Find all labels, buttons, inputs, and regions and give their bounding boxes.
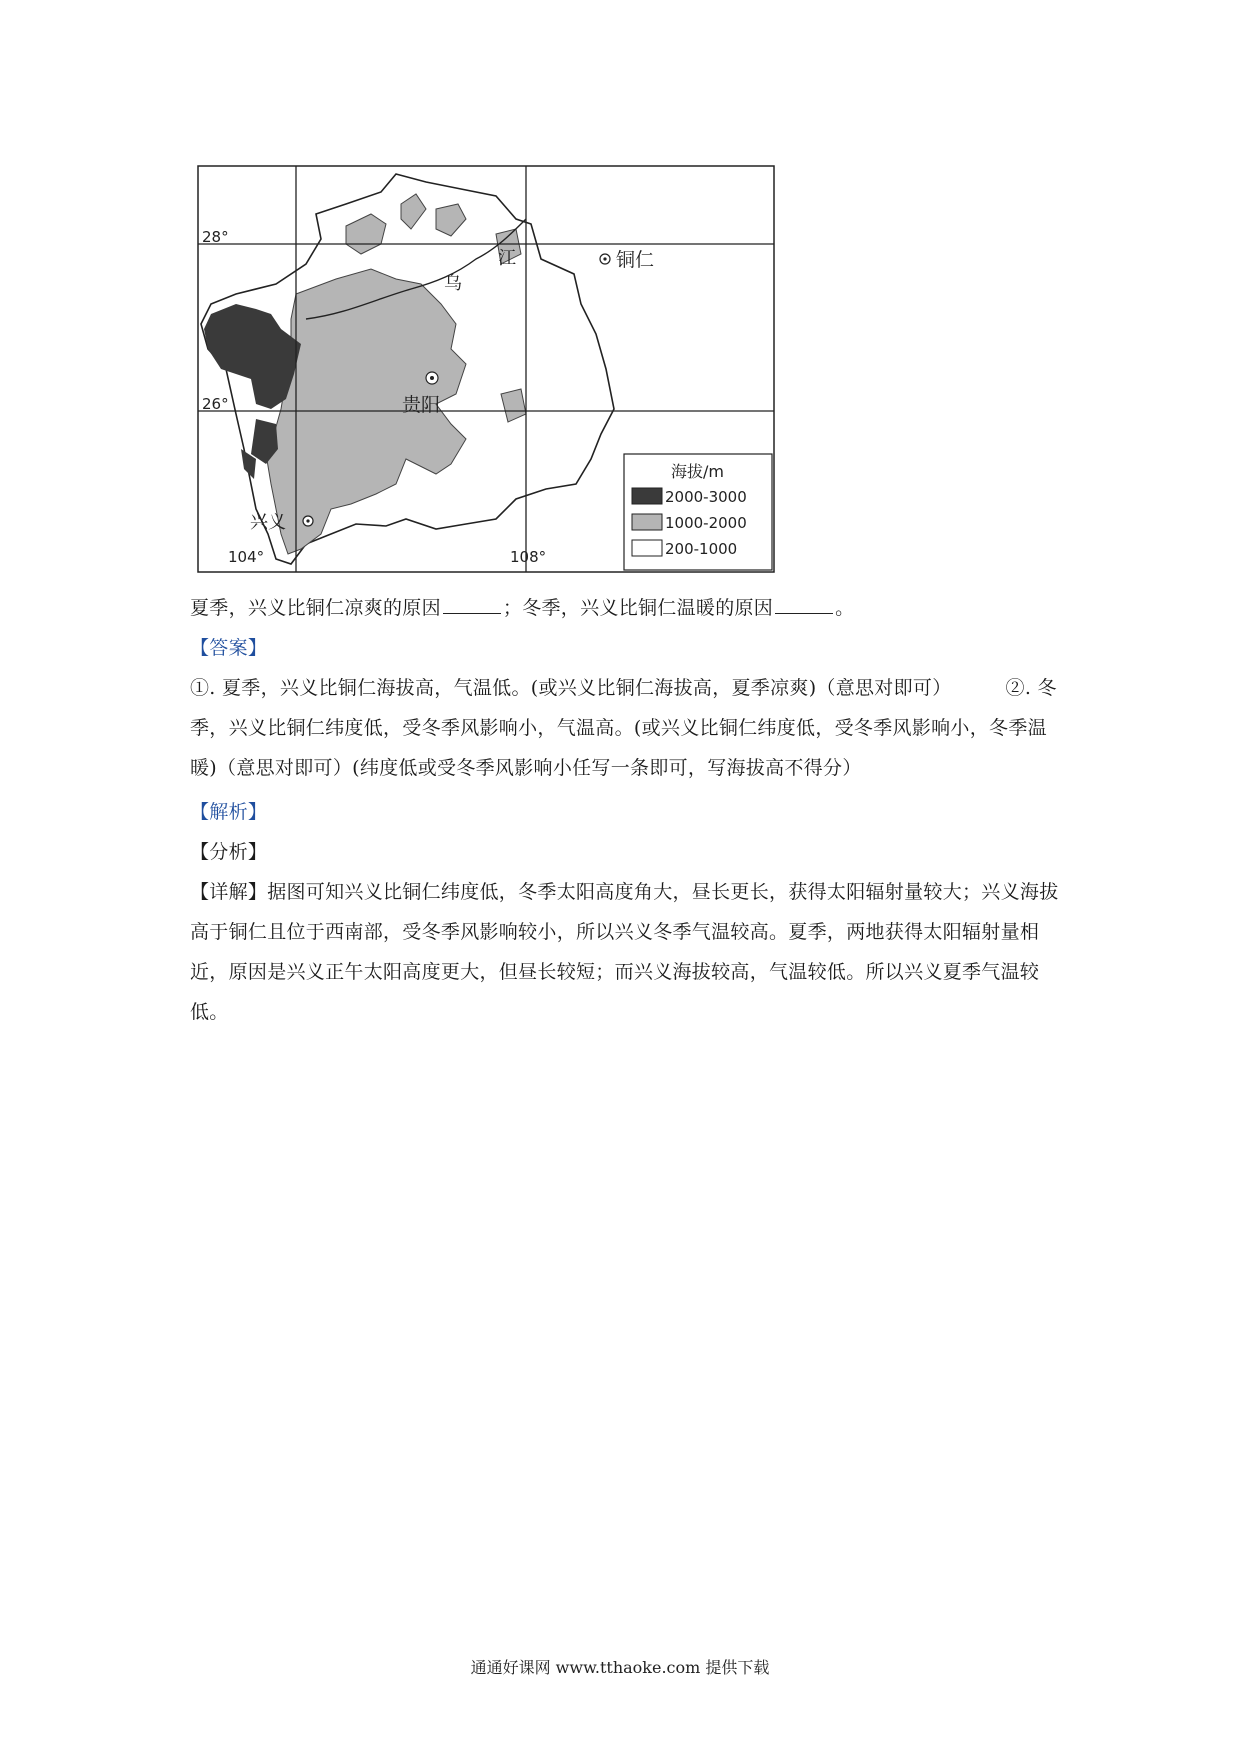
lat-label-28: 28° [202, 228, 229, 246]
detail-block [190, 872, 1062, 1032]
detail-text: 据图可知兴义比铜仁纬度低，冬季太阳高度角大，昼长更长，获得太阳辐射量较大；兴义海拔高于铜仁且位于西南部，受冬季风影响较小，所以兴义冬季气温较高。夏季，两地获得太阳辐射量相近，原因是兴义正午太阳高度更大，但昼长较短；而兴义海拔较高，气温较低。所以兴义夏季气温较低。 [190, 881, 1059, 1023]
legend-item-mid: 1000-2000 [665, 514, 747, 532]
fenxi-heading [190, 832, 1062, 872]
question-line [190, 588, 1062, 628]
analysis-heading [190, 792, 1062, 832]
legend-title: 海拔/m [671, 462, 724, 481]
lon-label-104: 104° [228, 548, 265, 566]
answer-tag: 【答案】 [190, 637, 268, 659]
city-label-xingyi: 兴义 [250, 512, 286, 533]
fenxi-tag: 【分析】 [190, 841, 268, 863]
answer-blank-2[interactable] [775, 595, 833, 614]
river-char-wu: 乌 [444, 273, 462, 294]
lat-label-26: 26° [202, 395, 229, 413]
legend-item-high: 2000-3000 [665, 488, 747, 506]
answer-block [190, 628, 1062, 788]
guizhou-elevation-map [196, 164, 776, 574]
city-label-tongren: 铜仁 [616, 249, 655, 271]
analysis-tag: 【解析】 [190, 801, 268, 823]
answer-text-2: ②. 冬季，兴义比铜仁纬度低，受冬季风影响小，气温高。(或兴义比铜仁纬度低，受冬季风影响小，冬季温暖)（意思对即可）(纬度低或受冬季风影响小任写一条即可，写海拔高不得分） [190, 677, 1057, 779]
river-char-jiang: 江 [498, 248, 516, 269]
legend-item-low: 200-1000 [665, 540, 738, 558]
question-end: 。 [835, 597, 855, 619]
answer-blank-1[interactable] [443, 595, 501, 614]
question-part1: 夏季，兴义比铜仁凉爽的原因 [190, 597, 441, 619]
legend [624, 454, 772, 570]
city-label-guiyang: 贵阳 [402, 394, 441, 416]
page-footer: 通通好课网 www.tthaoke.com 提供下载 [470, 1658, 770, 1677]
question-sep: ；冬季，兴义比铜仁温暖的原因 [502, 597, 774, 619]
lon-label-108: 108° [510, 548, 547, 566]
answer-text-1: ①. 夏季，兴义比铜仁海拔高，气温低。(或兴义比铜仁海拔高，夏季凉爽)（意思对即可） [190, 677, 952, 699]
detail-tag: 【详解】 [190, 881, 268, 903]
